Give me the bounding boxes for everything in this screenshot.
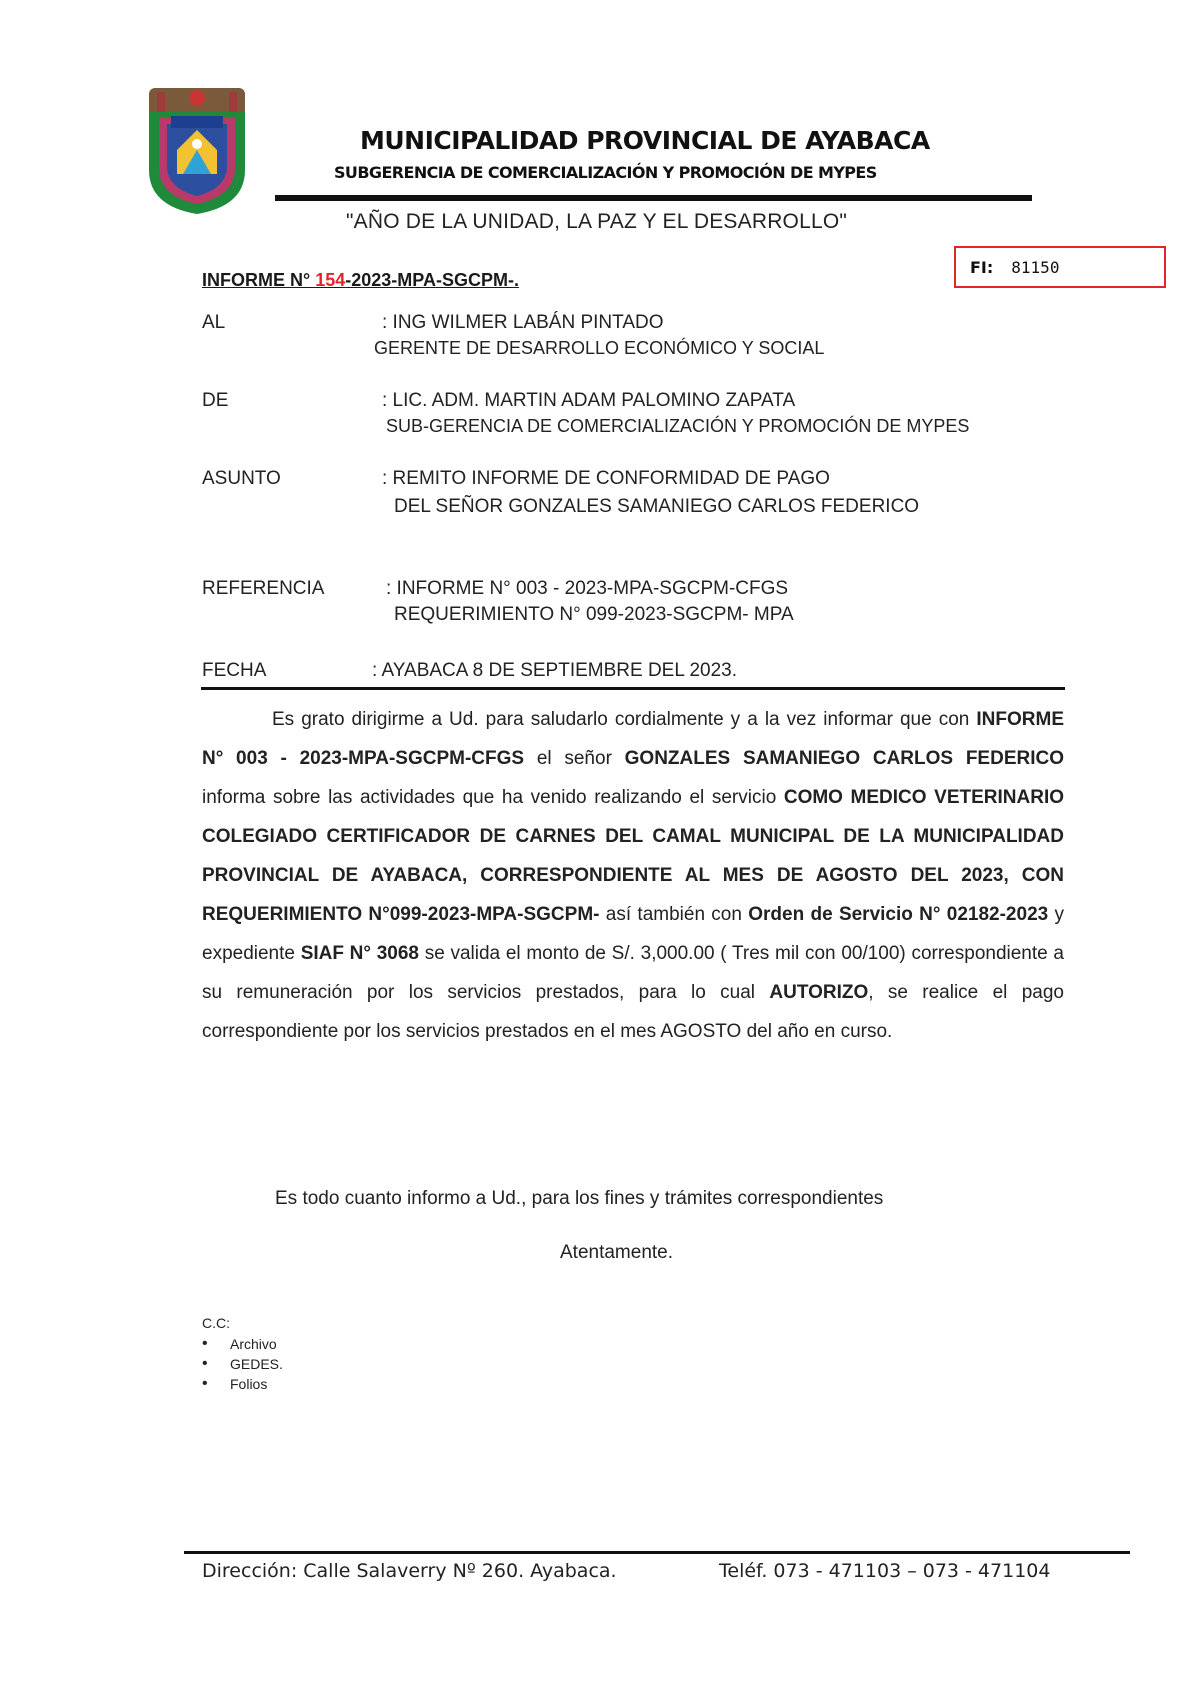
list-item — [202, 1334, 283, 1354]
field-referencia-detail: REQUERIMIENTO N° 099-2023-SGCPM- MPA — [394, 604, 794, 625]
organization-title: MUNICIPALIDAD PROVINCIAL DE AYABACA — [360, 126, 930, 155]
body-text-6: se valida el monto de S/. 3,000.00 ( Tres mil con 00/100) correspondiente a su remuneración por los servicios prestados, para lo cual — [202, 943, 1064, 1003]
body-reference-report: INFORME N° 003 - 2023-MPA-SGCPM-CFGS — [202, 709, 1064, 769]
report-suffix: -2023-MPA-SGCPM-. — [345, 270, 519, 290]
body-text-4: así también con — [599, 904, 749, 925]
fi-stamp — [970, 258, 1059, 277]
field-de-value: : LIC. ADM. MARTIN ADAM PALOMINO ZAPATA — [382, 390, 796, 411]
fecha-underline — [201, 687, 1065, 690]
field-referencia-value: : INFORME N° 003 - 2023-MPA-SGCPM-CFGS — [386, 578, 789, 599]
footer-divider — [184, 1551, 1130, 1554]
field-de-label: DE — [202, 390, 229, 411]
report-title — [202, 270, 519, 291]
field-de-office: SUB-GERENCIA DE COMERCIALIZACIÓN Y PROMOCIÓN DE MYPES — [386, 416, 970, 436]
body-siaf-number: SIAF N° 3068 — [300, 943, 419, 964]
bullet-icon: • — [202, 1335, 208, 1352]
body-service-description: COMO MEDICO VETERINARIO COLEGIADO CERTIFICADOR DE CARNES DEL CAMAL MUNICIPAL DE LA MUNICIPALIDAD PROVINCIAL DE AYABACA, CORRESPONDIENTE AL MES DE AGOSTO DEL 2023, CON REQUERIMIENTO N°099-2023-MPA-SGCPM- — [202, 787, 1064, 925]
cc-list — [202, 1334, 283, 1394]
closing-line: Es todo cuanto informo a Ud., para los fines y trámites correspondientes — [275, 1188, 884, 1209]
municipal-coat-of-arms-icon — [143, 88, 251, 216]
field-asunto-label: ASUNTO — [202, 468, 281, 489]
signoff: Atentamente. — [560, 1242, 674, 1263]
cc-item: Folios — [230, 1376, 268, 1392]
field-al-value: : ING WILMER LABÁN PINTADO — [382, 312, 664, 333]
field-asunto-detail: DEL SEÑOR GONZALES SAMANIEGO CARLOS FEDERICO — [394, 496, 920, 517]
field-referencia-label: REFERENCIA — [202, 578, 325, 599]
field-al-position: GERENTE DE DESARROLLO ECONÓMICO Y SOCIAL — [374, 338, 825, 358]
body-text-7: , se realice el pago correspondiente por los servicios prestados en el mes AGOSTO del año en curso. — [202, 982, 1064, 1042]
field-asunto-value: : REMITO INFORME DE CONFORMIDAD DE PAGO — [382, 468, 830, 489]
organization-subtitle: SUBGERENCIA DE COMERCIALIZACIÓN Y PROMOCIÓN DE MYPES — [334, 163, 877, 182]
body-provider-name: GONZALES SAMANIEGO CARLOS FEDERICO — [624, 748, 1064, 769]
footer-phone: Teléf. 073 - 471103 – 073 - 471104 — [719, 1560, 1051, 1582]
body-text-3: informa sobre las actividades que ha venido realizando el servicio — [202, 787, 784, 808]
list-item — [202, 1354, 283, 1374]
body-text-5: y expediente — [202, 904, 1065, 964]
body-text-2: el señor — [524, 748, 625, 769]
fi-label: FI: — [970, 258, 994, 277]
field-al-label: AL — [202, 312, 226, 333]
body-paragraph — [202, 700, 1064, 1051]
bullet-icon: • — [202, 1355, 208, 1372]
cc-item: GEDES. — [230, 1356, 283, 1372]
year-motto: "AÑO DE LA UNIDAD, LA PAZ Y EL DESARROLLO" — [346, 210, 848, 233]
report-prefix: INFORME N° — [202, 270, 316, 290]
report-body — [202, 700, 1064, 1051]
report-number: 154 — [315, 270, 346, 290]
list-item — [202, 1374, 283, 1394]
bullet-icon: • — [202, 1375, 208, 1392]
body-text-1: Es grato dirigirme a Ud. para saludarlo cordialmente y a la vez informar que con — [272, 709, 977, 730]
cc-label: C.C: — [202, 1315, 230, 1331]
header-divider — [275, 195, 1032, 201]
cc-item: Archivo — [230, 1336, 277, 1352]
footer-address: Dirección: Calle Salaverry Nº 260. Ayabaca. — [202, 1560, 617, 1582]
field-fecha-label: FECHA — [202, 660, 267, 681]
field-fecha-value: : AYABACA 8 DE SEPTIEMBRE DEL 2023. — [372, 660, 738, 681]
body-authorization: AUTORIZO — [769, 982, 869, 1003]
fi-number: 81150 — [1011, 258, 1060, 277]
body-service-order: Orden de Servicio N° 02182-2023 — [748, 904, 1049, 925]
